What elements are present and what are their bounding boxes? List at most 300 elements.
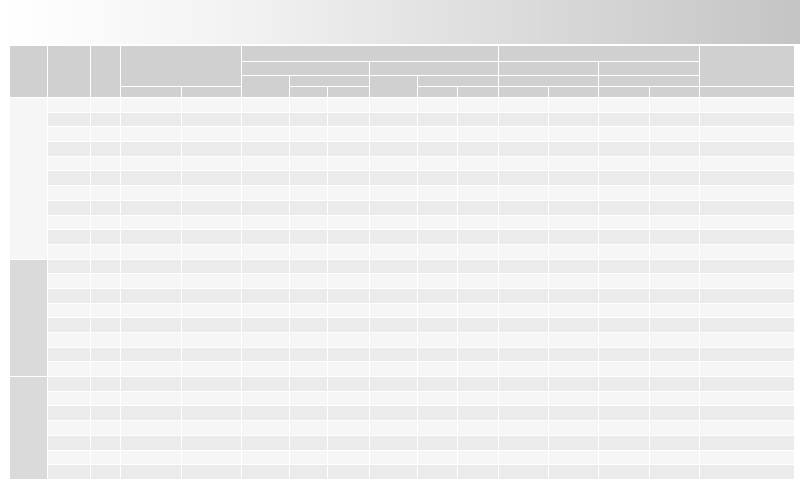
table-cell	[91, 362, 121, 377]
mast-lowered-3t-header	[242, 76, 290, 98]
table-cell	[242, 406, 290, 421]
table-cell	[121, 435, 182, 450]
model-cell	[48, 450, 91, 465]
table-cell	[499, 244, 549, 259]
table-cell	[650, 112, 700, 127]
table-cell	[549, 450, 599, 465]
table-cell	[91, 98, 121, 113]
table-cell	[328, 230, 370, 245]
model-cell	[48, 435, 91, 450]
table-cell	[290, 465, 328, 480]
table-cell	[458, 421, 499, 436]
table-cell	[599, 421, 650, 436]
table-cell	[290, 142, 328, 157]
table-cell	[700, 288, 795, 303]
table-cell	[599, 142, 650, 157]
table-cell	[91, 215, 121, 230]
model-cell	[48, 112, 91, 127]
table-cell	[418, 171, 458, 186]
table-cell	[370, 127, 418, 142]
model-cell	[48, 142, 91, 157]
table-cell	[650, 98, 700, 113]
table-cell	[599, 465, 650, 480]
mast-type-label	[10, 259, 48, 377]
table-cell	[91, 200, 121, 215]
table-cell	[328, 98, 370, 113]
table-cell	[650, 465, 700, 480]
table-row	[10, 333, 795, 348]
mast-extended-3t-header	[290, 76, 370, 87]
table-cell	[91, 244, 121, 259]
table-cell	[549, 303, 599, 318]
table-cell	[458, 465, 499, 480]
model-cell	[48, 362, 91, 377]
model-cell	[48, 288, 91, 303]
table-cell	[458, 435, 499, 450]
model-cell	[48, 391, 91, 406]
table-cell	[458, 259, 499, 274]
table-cell	[328, 259, 370, 274]
table-cell	[290, 171, 328, 186]
table-cell	[370, 230, 418, 245]
table-cell	[290, 215, 328, 230]
table-cell	[418, 303, 458, 318]
table-cell	[549, 171, 599, 186]
overall-height-35t-header	[370, 62, 499, 76]
table-cell	[458, 186, 499, 201]
table-cell	[328, 215, 370, 230]
mast-type-label	[10, 98, 48, 260]
table-cell	[499, 288, 549, 303]
table-cell	[650, 244, 700, 259]
table-cell	[499, 450, 549, 465]
table-cell	[121, 112, 182, 127]
table-cell	[499, 435, 549, 450]
table-cell	[182, 230, 242, 245]
table-cell	[328, 244, 370, 259]
table-cell	[700, 200, 795, 215]
table-cell	[91, 259, 121, 274]
table-cell	[700, 391, 795, 406]
table-cell	[499, 142, 549, 157]
model-cell	[48, 230, 91, 245]
table-row	[10, 450, 795, 465]
table-cell	[549, 186, 599, 201]
table-cell	[182, 142, 242, 157]
overall-height-3t-header	[242, 62, 370, 76]
table-cell	[290, 347, 328, 362]
table-cell	[549, 288, 599, 303]
table-cell	[458, 142, 499, 157]
free-lift-3t-header	[499, 62, 599, 76]
table-cell	[599, 215, 650, 230]
table-cell	[418, 200, 458, 215]
table-cell	[290, 112, 328, 127]
table-row	[10, 377, 795, 392]
table-cell	[370, 171, 418, 186]
table-cell	[182, 362, 242, 377]
model-cell	[48, 156, 91, 171]
table-cell	[290, 200, 328, 215]
table-cell	[599, 288, 650, 303]
mast-lowered-35t-header	[370, 76, 418, 98]
table-cell	[242, 230, 290, 245]
without-backrest-header	[650, 87, 700, 98]
table-cell	[328, 450, 370, 465]
table-cell	[418, 142, 458, 157]
table-cell	[91, 230, 121, 245]
table-cell	[458, 112, 499, 127]
table-cell	[242, 377, 290, 392]
table-cell	[549, 318, 599, 333]
table-row	[10, 435, 795, 450]
table-cell	[328, 465, 370, 480]
table-cell	[182, 259, 242, 274]
spec-table	[9, 45, 795, 480]
table-cell	[700, 333, 795, 348]
table-cell	[242, 333, 290, 348]
table-cell	[458, 288, 499, 303]
model-cell	[48, 259, 91, 274]
table-cell	[91, 274, 121, 289]
table-cell	[328, 377, 370, 392]
table-cell	[458, 450, 499, 465]
table-cell	[121, 303, 182, 318]
table-cell	[458, 318, 499, 333]
table-cell	[418, 421, 458, 436]
table-cell	[700, 156, 795, 171]
table-cell	[290, 391, 328, 406]
table-cell	[121, 421, 182, 436]
table-cell	[418, 377, 458, 392]
table-cell	[599, 127, 650, 142]
table-cell	[182, 186, 242, 201]
tilt-angle-header	[700, 46, 795, 87]
table-cell	[549, 230, 599, 245]
table-cell	[91, 377, 121, 392]
table-cell	[182, 391, 242, 406]
table-cell	[700, 450, 795, 465]
table-cell	[91, 156, 121, 171]
table-cell	[328, 200, 370, 215]
table-cell	[599, 200, 650, 215]
table-cell	[549, 274, 599, 289]
table-cell	[418, 435, 458, 450]
table-cell	[650, 127, 700, 142]
table-cell	[370, 347, 418, 362]
table-cell	[458, 215, 499, 230]
table-cell	[650, 288, 700, 303]
table-cell	[418, 127, 458, 142]
table-cell	[242, 288, 290, 303]
table-cell	[499, 127, 549, 142]
table-cell	[549, 333, 599, 348]
table-cell	[549, 112, 599, 127]
table-cell	[91, 391, 121, 406]
table-cell	[121, 377, 182, 392]
table-row	[10, 259, 795, 274]
table-cell	[290, 244, 328, 259]
table-cell	[458, 127, 499, 142]
table-cell	[549, 244, 599, 259]
model-cell	[48, 98, 91, 113]
table-cell	[599, 112, 650, 127]
table-cell	[650, 347, 700, 362]
table-cell	[370, 406, 418, 421]
table-cell	[370, 259, 418, 274]
table-cell	[370, 142, 418, 157]
table-cell	[700, 186, 795, 201]
table-cell	[418, 318, 458, 333]
table-cell	[650, 391, 700, 406]
table-cell	[549, 127, 599, 142]
table-cell	[549, 259, 599, 274]
table-cell	[458, 230, 499, 245]
capacity-3t-header	[121, 87, 182, 98]
table-cell	[458, 98, 499, 113]
table-cell	[549, 421, 599, 436]
table-row	[10, 391, 795, 406]
table-cell	[91, 142, 121, 157]
table-cell	[121, 127, 182, 142]
table-cell	[182, 377, 242, 392]
table-cell	[242, 186, 290, 201]
table-row	[10, 421, 795, 436]
table-cell	[650, 142, 700, 157]
table-cell	[121, 347, 182, 362]
overall-height-header	[242, 46, 499, 62]
free-lift-35t-header	[599, 62, 700, 76]
table-cell	[650, 450, 700, 465]
tilt-fr-header	[700, 87, 795, 98]
table-cell	[700, 274, 795, 289]
table-cell	[121, 215, 182, 230]
table-cell	[91, 347, 121, 362]
table-cell	[499, 333, 549, 348]
table-cell	[458, 200, 499, 215]
table-cell	[290, 156, 328, 171]
table-cell	[121, 98, 182, 113]
table-cell	[328, 333, 370, 348]
table-cell	[650, 259, 700, 274]
table-cell	[242, 200, 290, 215]
table-cell	[328, 142, 370, 157]
table-cell	[290, 303, 328, 318]
table-cell	[700, 347, 795, 362]
table-cell	[418, 362, 458, 377]
table-cell	[121, 465, 182, 480]
table-cell	[328, 421, 370, 436]
table-cell	[499, 347, 549, 362]
table-cell	[650, 230, 700, 245]
table-cell	[418, 288, 458, 303]
table-cell	[499, 465, 549, 480]
table-cell	[549, 362, 599, 377]
table-cell	[182, 215, 242, 230]
table-cell	[182, 156, 242, 171]
model-cell	[48, 333, 91, 348]
table-cell	[418, 450, 458, 465]
table-cell	[499, 377, 549, 392]
table-cell	[121, 259, 182, 274]
table-cell	[370, 274, 418, 289]
table-cell	[370, 156, 418, 171]
table-cell	[418, 274, 458, 289]
table-cell	[182, 465, 242, 480]
table-cell	[121, 318, 182, 333]
table-row	[10, 112, 795, 127]
table-cell	[121, 450, 182, 465]
table-cell	[242, 274, 290, 289]
table-cell	[290, 98, 328, 113]
table-cell	[650, 406, 700, 421]
table-cell	[370, 362, 418, 377]
lift-height-header	[91, 46, 121, 98]
table-body	[10, 98, 795, 480]
table-cell	[242, 421, 290, 436]
table-cell	[91, 186, 121, 201]
table-row	[10, 347, 795, 362]
table-cell	[650, 333, 700, 348]
table-cell	[91, 318, 121, 333]
table-row	[10, 288, 795, 303]
table-cell	[700, 362, 795, 377]
table-cell	[599, 450, 650, 465]
table-cell	[121, 142, 182, 157]
table-cell	[549, 200, 599, 215]
table-cell	[458, 347, 499, 362]
table-cell	[328, 347, 370, 362]
table-row	[10, 230, 795, 245]
table-cell	[650, 377, 700, 392]
table-cell	[458, 244, 499, 259]
without-backrest-header	[458, 87, 499, 98]
table-cell	[700, 377, 795, 392]
table-cell	[458, 274, 499, 289]
model-cell	[48, 347, 91, 362]
table-cell	[599, 347, 650, 362]
with-backrest-header	[599, 87, 650, 98]
table-cell	[242, 259, 290, 274]
table-cell	[121, 274, 182, 289]
table-cell	[700, 435, 795, 450]
table-cell	[328, 156, 370, 171]
table-cell	[182, 421, 242, 436]
table-cell	[370, 333, 418, 348]
table-cell	[499, 112, 549, 127]
table-cell	[290, 318, 328, 333]
table-cell	[458, 406, 499, 421]
table-cell	[418, 259, 458, 274]
table-cell	[499, 186, 549, 201]
table-cell	[370, 318, 418, 333]
table-cell	[370, 465, 418, 480]
table-cell	[700, 230, 795, 245]
table-cell	[599, 230, 650, 245]
table-cell	[599, 391, 650, 406]
model-cell	[48, 318, 91, 333]
table-cell	[418, 347, 458, 362]
table-cell	[242, 127, 290, 142]
table-cell	[549, 142, 599, 157]
table-cell	[458, 171, 499, 186]
table-cell	[182, 303, 242, 318]
table-cell	[499, 421, 549, 436]
table-cell	[549, 435, 599, 450]
model-cell	[48, 406, 91, 421]
table-cell	[242, 112, 290, 127]
without-backrest-header	[328, 87, 370, 98]
table-cell	[499, 362, 549, 377]
table-cell	[328, 186, 370, 201]
with-backrest-header	[418, 87, 458, 98]
table-cell	[328, 318, 370, 333]
table-cell	[242, 347, 290, 362]
table-cell	[290, 274, 328, 289]
table-cell	[121, 391, 182, 406]
table-cell	[458, 391, 499, 406]
table-cell	[182, 406, 242, 421]
table-row	[10, 171, 795, 186]
table-cell	[182, 127, 242, 142]
table-row	[10, 142, 795, 157]
table-cell	[182, 347, 242, 362]
table-cell	[328, 435, 370, 450]
table-cell	[182, 333, 242, 348]
table-cell	[242, 156, 290, 171]
table-cell	[599, 259, 650, 274]
table-cell	[182, 318, 242, 333]
table-cell	[370, 98, 418, 113]
table-cell	[242, 391, 290, 406]
table-row	[10, 215, 795, 230]
table-cell	[650, 156, 700, 171]
table-cell	[650, 186, 700, 201]
table-cell	[91, 127, 121, 142]
table-cell	[700, 215, 795, 230]
table-cell	[370, 186, 418, 201]
table-cell	[499, 230, 549, 245]
table-cell	[599, 362, 650, 377]
table-cell	[370, 377, 418, 392]
table-cell	[499, 303, 549, 318]
table-cell	[370, 435, 418, 450]
table-cell	[121, 230, 182, 245]
table-cell	[499, 156, 549, 171]
table-row	[10, 244, 795, 259]
table-cell	[121, 156, 182, 171]
table-cell	[700, 259, 795, 274]
model-cell	[48, 421, 91, 436]
table-cell	[182, 288, 242, 303]
table-cell	[290, 230, 328, 245]
model-cell	[48, 215, 91, 230]
without-backrest-header	[549, 87, 599, 98]
table-cell	[650, 362, 700, 377]
table-cell	[290, 259, 328, 274]
table-cell	[499, 318, 549, 333]
table-cell	[549, 215, 599, 230]
table-cell	[182, 435, 242, 450]
table-cell	[290, 186, 328, 201]
table-cell	[91, 112, 121, 127]
table-cell	[91, 450, 121, 465]
table-cell	[328, 406, 370, 421]
table-cell	[370, 303, 418, 318]
table-cell	[700, 465, 795, 480]
table-cell	[650, 318, 700, 333]
table-cell	[182, 112, 242, 127]
